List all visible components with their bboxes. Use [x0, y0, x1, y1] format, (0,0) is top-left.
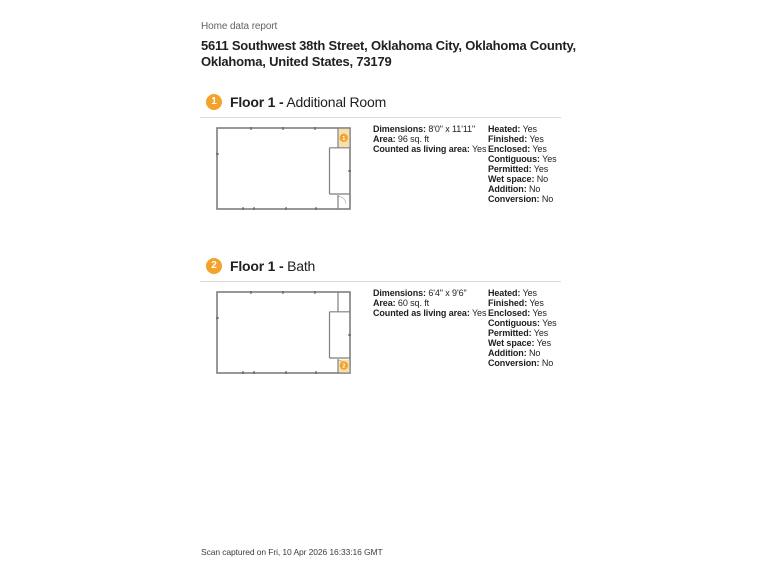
detail-row: Counted as living area: Yes	[373, 308, 487, 318]
attribute-row: Addition: No	[488, 348, 541, 358]
section-divider	[200, 281, 561, 282]
section-body	[201, 124, 641, 210]
section-title-room: Bath	[287, 257, 316, 274]
attribute-row: Heated: Yes	[488, 288, 537, 298]
section-number-badge: 1	[206, 94, 222, 110]
section-body	[201, 288, 641, 374]
attribute-row: Conversion: No	[488, 358, 554, 368]
attribute-row: Enclosed: Yes	[488, 308, 547, 318]
attribute-row: Heated: Yes	[488, 124, 537, 134]
attribute-row: Permitted: Yes	[488, 164, 549, 174]
section-title-floor: Floor 1 -	[230, 257, 284, 274]
section-number-badge: 2	[206, 258, 222, 274]
detail-row: Dimensions: 6'4" x 9'6"	[373, 288, 467, 298]
plan-room-badge-number: 2	[342, 363, 346, 370]
plan-room-badge-number: 1	[342, 135, 346, 142]
section-header	[206, 257, 641, 274]
room-details-column	[373, 288, 488, 318]
floor-plan-thumbnail	[216, 127, 351, 210]
detail-row: Counted as living area: Yes	[373, 144, 487, 154]
attribute-row: Addition: No	[488, 184, 541, 194]
scan-timestamp: Scan captured on Fri, 10 Apr 2026 16:33:16 GMT	[201, 547, 383, 557]
room-attributes-column	[488, 124, 608, 204]
attribute-row: Conversion: No	[488, 194, 554, 204]
section-header	[206, 93, 641, 110]
floor-plan-thumbnail	[216, 291, 351, 374]
page-title-address: 5611 Southwest 38th Street, Oklahoma City, Oklahoma County, Oklahoma, United States, 73179	[201, 38, 576, 69]
report-content	[201, 21, 641, 557]
room-details-column	[373, 124, 488, 154]
attribute-row: Finished: Yes	[488, 134, 544, 144]
section-bath	[201, 257, 641, 374]
detail-row: Area: 96 sq. ft	[373, 134, 430, 144]
detail-row: Dimensions: 8'0" x 11'11"	[373, 124, 476, 134]
attribute-row: Wet space: No	[488, 174, 549, 184]
attribute-row: Wet space: Yes	[488, 338, 551, 348]
room-attributes-column	[488, 288, 608, 368]
section-title	[230, 94, 386, 110]
section-additional-room	[201, 93, 641, 210]
attribute-row: Enclosed: Yes	[488, 144, 547, 154]
section-title	[230, 258, 315, 274]
attribute-row: Permitted: Yes	[488, 328, 549, 338]
detail-row: Area: 60 sq. ft	[373, 298, 430, 308]
section-divider	[200, 117, 561, 118]
attribute-row: Contiguous: Yes	[488, 154, 557, 164]
attribute-row: Finished: Yes	[488, 298, 544, 308]
attribute-row: Contiguous: Yes	[488, 318, 557, 328]
report-type-label: Home data report	[201, 21, 278, 32]
section-title-room: Additional Room	[286, 93, 387, 110]
section-title-floor: Floor 1 -	[230, 93, 284, 110]
